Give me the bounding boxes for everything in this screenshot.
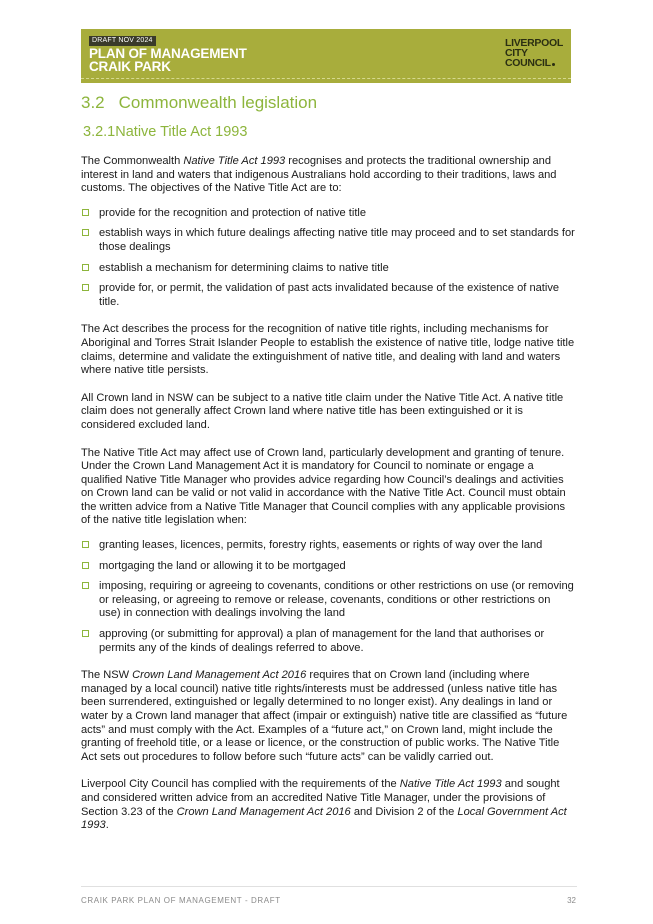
checkbox-bullet-icon — [82, 562, 89, 569]
list-item-text: establish ways in which future dealings affecting native title may proceed and to set standards for those dealings — [99, 227, 575, 253]
text-run: and Division 2 of the — [350, 805, 458, 818]
checkbox-bullet-icon — [82, 209, 89, 216]
checkbox-bullet-icon — [82, 229, 89, 236]
objectives-list — [81, 207, 575, 310]
list-item-text: imposing, requiring or agreeing to covenants, conditions or other restrictions on use (or removing or releasing, or agreeing to remove or release, covenants, conditions or other restrictions on use) in connection with dealings involving the land — [99, 580, 574, 620]
header-banner — [81, 29, 571, 83]
banner-dashed-rule — [81, 78, 571, 80]
list-item-text: approving (or submitting for approval) a plan of management for the land that authorises or permits any of the kinds of dealings referred to above. — [99, 628, 545, 654]
section-heading — [81, 93, 317, 113]
text-run: . — [105, 819, 109, 832]
paragraph-intro — [81, 155, 575, 196]
subsection-title: Native Title Act 1993 — [115, 124, 248, 140]
paragraph-native-title-manager: The Native Title Act may affect use of Crown land, particularly development and granting of tenure. Under the Crown Land Management Act it is mandatory for Council to nominate or engage a qualified Native Title Manager who provides advice regarding how Council’s dealings and activities on Crown land can be valid or not valid in accordance with the Native Title Act. Council must obtain the written advice from a Native Title Manager that Council complies with any applicable provisions of the native title legislation when: — [81, 446, 566, 527]
footer-title: CRAIK PARK PLAN OF MANAGEMENT - DRAFT — [81, 896, 281, 905]
checkbox-bullet-icon — [82, 630, 89, 637]
act-name: Native Title Act 1993 — [183, 155, 286, 167]
act-name: Local Government Act 1993 — [81, 805, 567, 832]
text-run: Liverpool City Council has complied with the requirements of the — [81, 778, 400, 791]
logo-line-3 — [505, 58, 569, 68]
section-title: Commonwealth legislation — [118, 93, 318, 112]
list-item — [81, 282, 575, 309]
list-item — [81, 580, 575, 621]
council-logo — [505, 38, 569, 68]
paragraph-crown-land: All Crown land in NSW can be subject to a native title claim under the Native Title Act. A native title claim does not generally affect Crown land where native title has been extinguished or it is considered excluded land. — [81, 391, 564, 431]
text-run: recognises and protects the traditional ownership and interest in land and waters that indigenous Australians hold according to their traditions, laws and customs. The objectives of the Native Title Act are to: — [81, 155, 557, 195]
checkbox-bullet-icon — [82, 582, 89, 589]
logo-line-1: LIVERPOOL — [505, 37, 563, 49]
list-item-text: mortgaging the land or allowing it to be mortgaged — [99, 559, 346, 572]
list-item-text: granting leases, licences, permits, forestry rights, easements or rights of way over the land — [99, 539, 543, 552]
footer-rule — [81, 886, 577, 887]
logo-line-2: CITY — [505, 47, 528, 59]
list-item-text: provide for the recognition and protection of native title — [99, 206, 367, 219]
checkbox-bullet-icon — [82, 284, 89, 291]
text-run: The NSW — [81, 669, 133, 682]
list-item — [81, 560, 575, 574]
logo-dot-icon — [552, 63, 555, 66]
text-run: The Commonwealth — [81, 155, 184, 167]
draft-tag: DRAFT NOV 2024 — [89, 36, 156, 46]
checkbox-bullet-icon — [82, 264, 89, 271]
body-content — [81, 155, 575, 847]
logo-line-3-text: COUNCIL — [505, 57, 551, 69]
document-subtitle: CRAIK PARK — [89, 59, 171, 74]
act-name: Crown Land Management Act 2016 — [132, 669, 307, 682]
list-item — [81, 628, 575, 655]
list-item — [81, 227, 575, 254]
checkbox-bullet-icon — [82, 541, 89, 548]
subsection-heading — [83, 124, 247, 140]
act-name: Native Title Act 1993 — [399, 778, 502, 791]
section-number: 3.2 — [81, 93, 105, 112]
act-name: Crown Land Management Act 2016 — [176, 805, 351, 818]
text-run: requires that on Crown land (including where managed by a local council) native title rights/interests must be addressed (unless native title has been surrendered, extinguished or legally determined to no longer exist). Any dealings in land or water by a Crown land manager that affect (impair or extinguish) native title are classified as “future acts” and must comply with the Act. Examples of a “future act,” on Crown land, might include the granting of freehold title, or a lease or licence, or the construction of public works. The Native Title Act sets out procedures to follow before such “future acts” can be validly carried out. — [81, 669, 568, 763]
paragraph-future-acts — [81, 669, 575, 764]
list-item — [81, 207, 575, 221]
text-run: and sought and considered written advice from an accredited Native Title Manager, under the provisions of Section 3.23 of the — [81, 778, 560, 818]
list-item — [81, 539, 575, 553]
document-title: PLAN OF MANAGEMENT — [89, 46, 247, 61]
page-number: 32 — [567, 896, 576, 905]
paragraph-compliance — [81, 778, 575, 832]
list-item-text: establish a mechanism for determining claims to native title — [99, 261, 389, 274]
list-item-text: provide for, or permit, the validation of past acts invalidated because of the existence of native title. — [99, 282, 560, 308]
subsection-number: 3.2.1 — [83, 124, 116, 140]
paragraph-recognition: The Act describes the process for the recognition of native title rights, including mechanisms for Aboriginal and Torres Strait Islander People to establish the existence of native title, lodge native title claims, determine and validate the extinguishment of native title, and dealing with land and waters where native title persists. — [81, 323, 575, 377]
conditions-list — [81, 539, 575, 655]
list-item — [81, 262, 575, 276]
